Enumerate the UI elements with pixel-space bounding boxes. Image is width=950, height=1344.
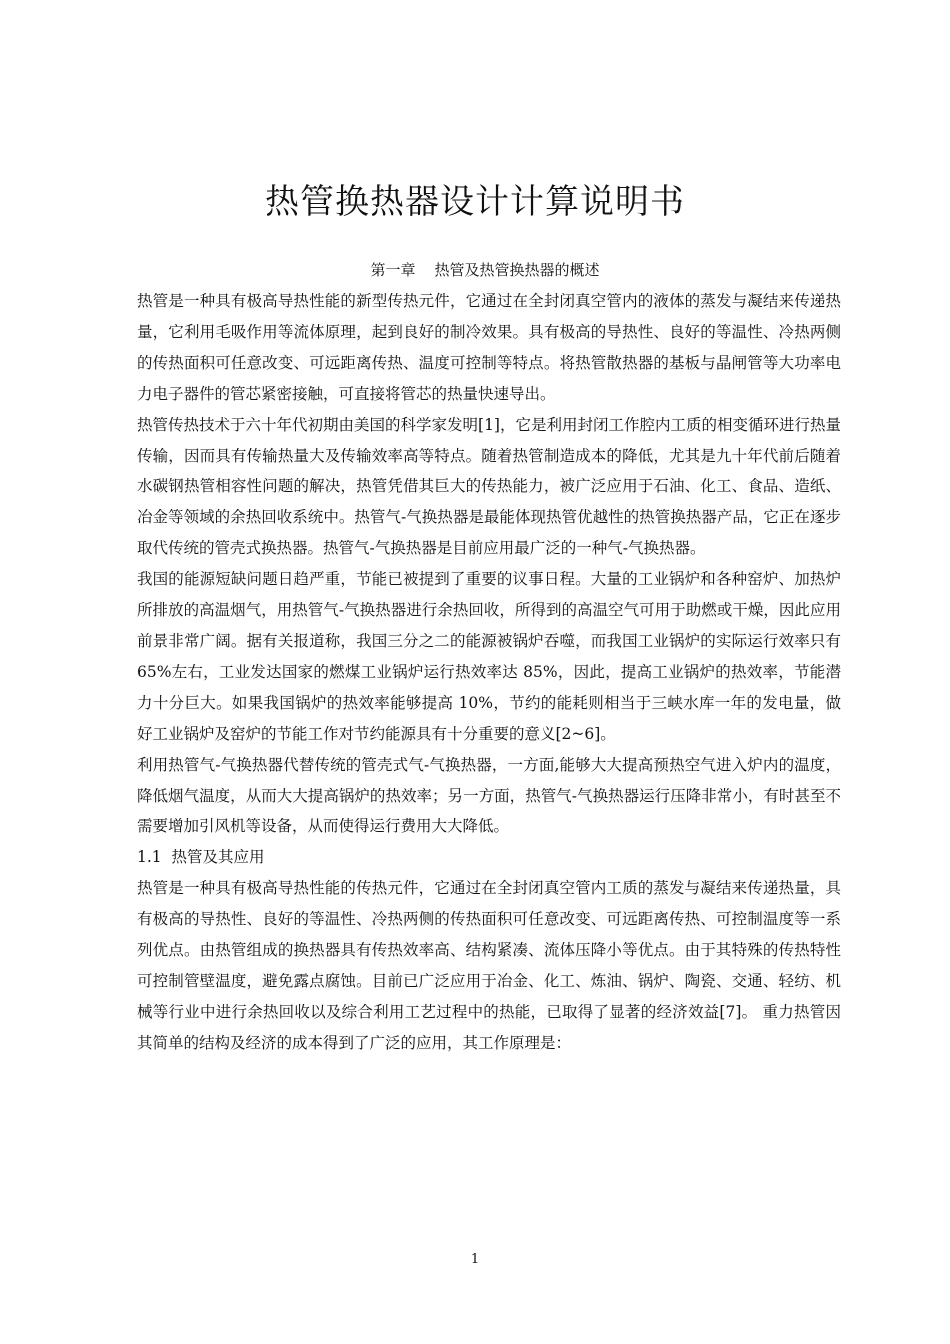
section-heading: 1.1 热管及其应用 [137,848,265,867]
document-title: 热管换热器设计计算说明书 [265,182,685,222]
paragraph: 我国的能源短缺问题日趋严重，节能已被提到了重要的议事日程。大量的工业锅炉和各种窑炉、加热炉所排放的高温烟气，用热管气-气换热器进行余热回收，所得到的高温空气可用于助燃或干燥，因此应用前景非常广阔。据有关报道称，我国三分之二的能源被锅炉吞噬，而我国工业锅炉的实际运行效率只有 65%左右，工业发达国家的燃煤工业锅炉运行热效率达 85%，因此，提高工业锅炉的热效率，节能潜力十分巨大。如果我国锅炉的热效率能够提高 10%，节约的能耗则相当于三峡水库一年的发电量，做好工业锅炉及窑炉的节能工作对节约能源具有十分重要的意义[2~6]。 [137,570,841,743]
body-text [137,286,841,1059]
paragraph: 热管是一种具有极高导热性能的新型传热元件，它通过在全封闭真空管内的液体的蒸发与凝结来传递热量，它利用毛吸作用等流体原理，起到良好的制冷效果。具有极高的导热性、良好的等温性、冷热两侧的传热面积可任意改变、可远距离传热、温度可控制等特点。将热管散热器的基板与晶闸管等大功率电力电子器件的管芯紧密接触，可直接将管芯的热量快速导出。 [137,292,841,403]
paragraph: 利用热管气-气换热器代替传统的管壳式气-气换热器，一方面,能够大大提高预热空气进入炉内的温度，降低烟气温度，从而大大提高锅炉的热效率；另一方面，热管气-气换热器运行压降非常小，有时甚至不需要增加引风机等设备，从而使得运行费用大大降低。 [137,755,841,836]
paragraph: 热管是一种具有极高导热性能的传热元件，它通过在全封闭真空管内工质的蒸发与凝结来传递热量，具有极高的导热性、良好的等温性、冷热两侧的传热面积可任意改变、可远距离传热、可控制温度等一系列优点。由热管组成的换热器具有传热效率高、结构紧凑、流体压降小等优点。由于其特殊的传热特性可控制管壁温度，避免露点腐蚀。目前已广泛应用于冶金、化工、炼油、锅炉、陶瓷、交通、轻纺、机械等行业中进行余热回收以及综合利用工艺过程中的热能，已取得了显著的经济效益[7]。 重力热管因其简单的结构及经济的成本得到了广泛的应用，其工作原理是： [137,879,841,1052]
paragraph: 热管传热技术于六十年代初期由美国的科学家发明[1]，它是利用封闭工作腔内工质的相变循环进行热量传输，因而具有传输热量大及传输效率高等特点。随着热管制造成本的降低，尤其是九十年代前后随着水碳钢热管相容性问题的解决，热管凭借其巨大的传热能力，被广泛应用于石油、化工、食品、造纸、冶金等领域的余热回收系统中。热管气-气换热器是最能体现热管优越性的热管换热器产品，它正在逐步取代传统的管壳式换热器。热管气-气换热器是目前应用最广泛的一种气-气换热器。 [137,415,841,558]
chapter-heading: 第一章 热管及热管换热器的概述 [370,261,600,279]
page-number: 1 [470,1252,480,1267]
